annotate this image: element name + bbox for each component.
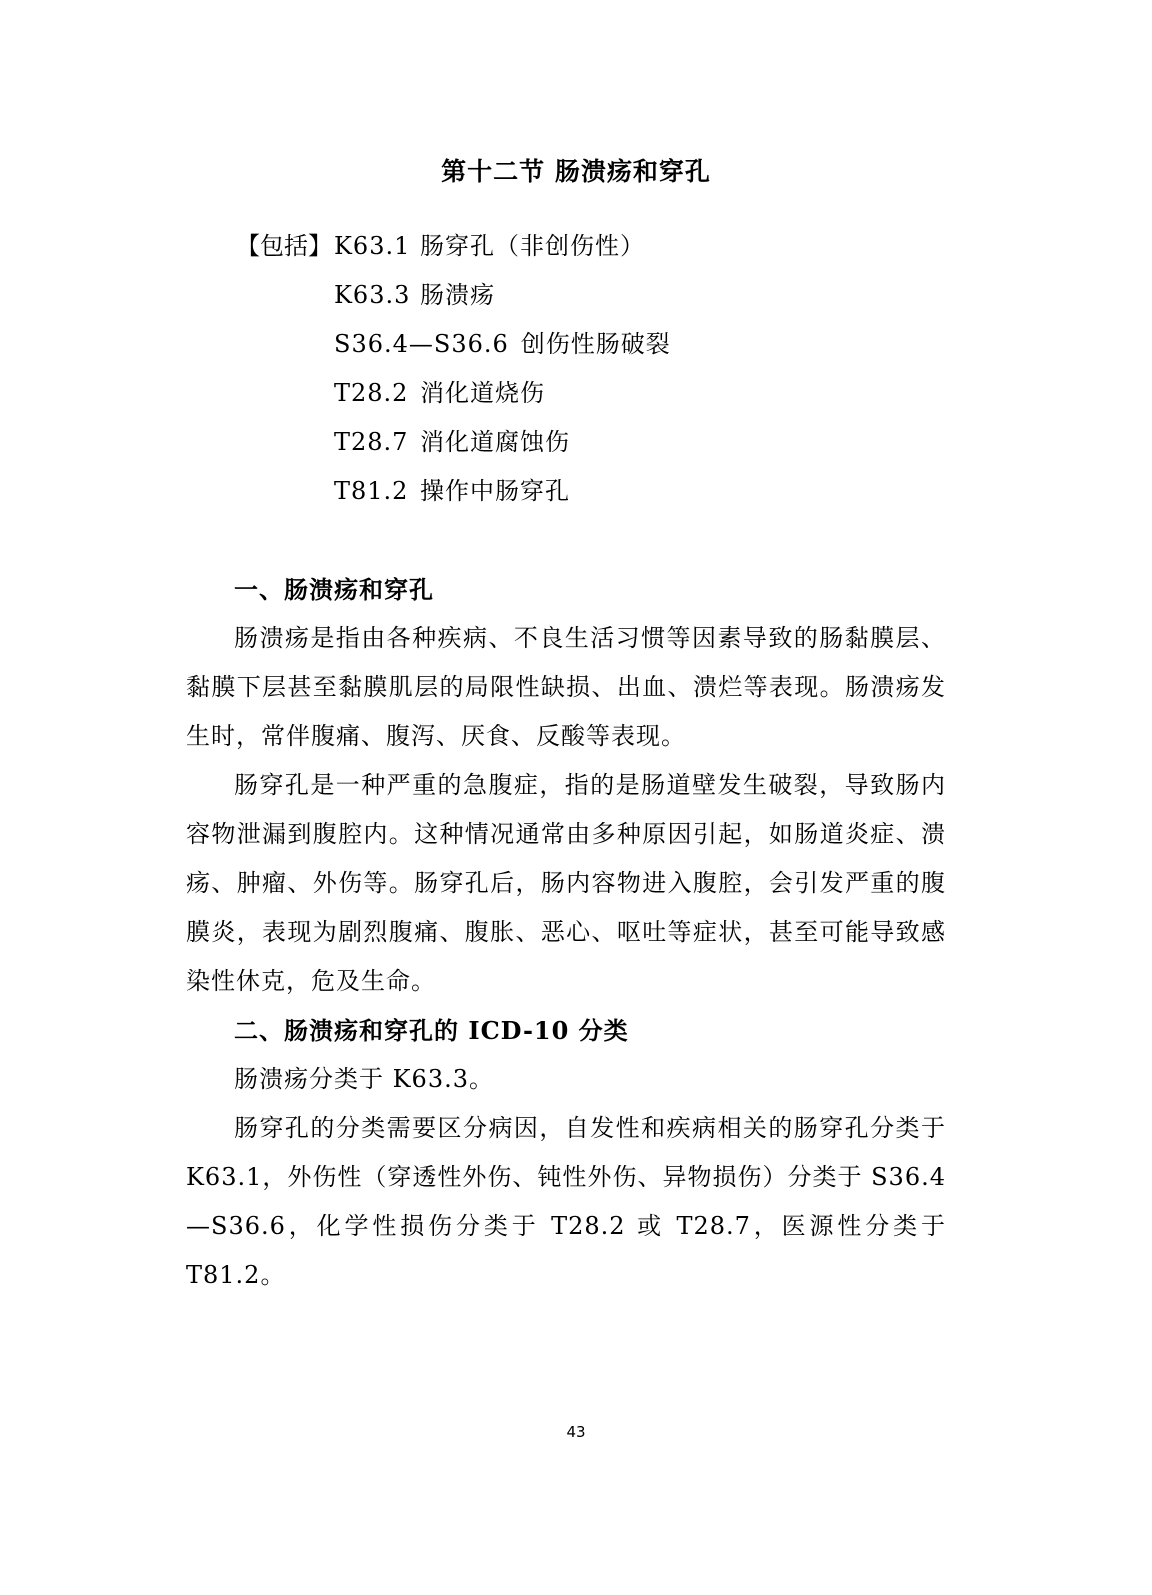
paragraph: 肠穿孔的分类需要区分病因，自发性和疾病相关的肠穿孔分类于 K63.1，外伤性（穿透性外伤、钝性外伤、异物损伤）分类于 S36.4—S36.6，化学性损伤分类于 T28.2 或 T28.7，医源性分类于 T81.2。: [186, 1114, 946, 1289]
page-number: 43: [566, 1423, 586, 1441]
icd-description: 肠溃疡: [420, 281, 495, 309]
paragraph: 肠穿孔是一种严重的急腹症，指的是肠道壁发生破裂，导致肠内容物泄漏到腹腔内。这种情况通常由多种原因引起，如肠道炎症、溃疡、肿瘤、外伤等。肠穿孔后，肠内容物进入腹腔，会引发严重的腹膜炎，表现为剧烈腹痛、腹胀、恶心、呕吐等症状，甚至可能导致感染性休克，危及生命。: [186, 771, 946, 995]
paragraph: 肠溃疡是指由各种疾病、不良生活习惯等因素导致的肠黏膜层、黏膜下层甚至黏膜肌层的局限性缺损、出血、溃烂等表现。肠溃疡发生时，常伴腹痛、腹泻、厌食、反酸等表现。: [186, 624, 946, 750]
icd-description: 操作中肠穿孔: [420, 477, 570, 505]
includes-row: [236, 418, 671, 467]
includes-row: [236, 222, 671, 271]
icd-description: 肠穿孔（非创伤性）: [420, 232, 645, 260]
includes-row: [236, 467, 671, 516]
subsection-heading: 一、肠溃疡和穿孔: [234, 575, 434, 604]
icd-description: 消化道腐蚀伤: [420, 428, 570, 456]
icd-code: T28.7: [334, 428, 409, 456]
icd-description: 创伤性肠破裂: [520, 330, 671, 358]
icd-code: K63.1: [334, 232, 411, 260]
includes-list: [236, 222, 671, 516]
paragraph: 肠溃疡分类于 K63.3。: [234, 1065, 494, 1093]
icd-code: T81.2: [334, 477, 409, 505]
icd-code: T28.2: [334, 379, 409, 407]
includes-label: 【包括】: [236, 232, 332, 260]
includes-row: [236, 369, 671, 418]
subsection-heading: 二、肠溃疡和穿孔的 ICD-10 分类: [234, 1016, 629, 1045]
section-title: 第十二节 肠溃疡和穿孔: [441, 157, 711, 186]
includes-row: [236, 271, 671, 320]
icd-code: S36.4—S36.6: [334, 330, 509, 358]
body-text: [186, 565, 946, 1300]
icd-description: 消化道烧伤: [420, 379, 545, 407]
icd-code: K63.3: [334, 281, 411, 309]
includes-row: [236, 320, 671, 369]
